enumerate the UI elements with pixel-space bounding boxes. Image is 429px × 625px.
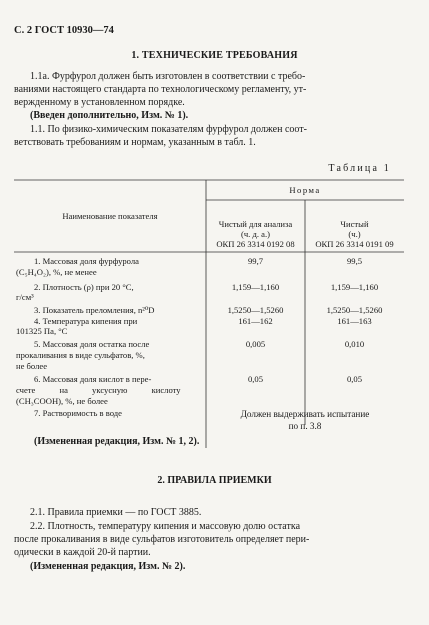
table-header-name: Наименование показателя <box>62 211 158 221</box>
table-row-3-name: 3. Показатель преломления, n²⁰D <box>34 305 155 315</box>
table-row-7-merged-line2: по п. 3.8 <box>288 421 322 431</box>
table-row-1-value-col2: 99,5 <box>346 256 363 266</box>
table-header-col2-line1: Чистый <box>340 219 369 229</box>
table-row-4-value-col1: 161—162 <box>238 316 273 326</box>
table-row-5-name-line2: прокаливания в виде сульфатов, %, <box>16 350 145 360</box>
table-row-5-value-col2: 0,010 <box>344 339 365 349</box>
table-header-norm: Норма <box>289 185 321 195</box>
section-2-title: 2. ПРАВИЛА ПРИЕМКИ <box>157 475 272 486</box>
table-row-2-value-col2: 1,159—1,160 <box>330 282 379 292</box>
paragraph-2-2-line3: одически в каждой 20-й партии. <box>14 547 151 558</box>
paragraph-2-2-line2: после прокаливания в виде сульфатов изготовитель определяет пери- <box>14 534 310 545</box>
table-row-3-value-col2: 1,5250—1,5260 <box>326 305 383 315</box>
paragraph-1-1a-note: (Введен дополнительно, Изм. № 1). <box>30 110 189 121</box>
section-2-change-note: (Измененная редакция, Изм. № 2). <box>30 561 186 572</box>
table-row-7-merged-line1: Должен выдерживать испытание <box>240 409 370 419</box>
table-row-1-value-col1: 99,7 <box>247 256 264 266</box>
table-caption: Таблица 1 <box>328 163 391 174</box>
table-row-1-name-line2: (C₅H₄O₂), %, не менее <box>16 267 97 277</box>
table-row-4-name-line1: 4. Температура кипения при <box>34 316 138 326</box>
table-row-2-value-col1: 1,159—1,160 <box>231 282 280 292</box>
table-row-6-value-col2: 0,05 <box>346 374 363 384</box>
table-row-1-name-line1: 1. Массовая доля фурфурола <box>34 256 139 266</box>
table-row-2-name-line2: г/см³ <box>16 292 34 302</box>
table-row-5-name-line3: не более <box>16 361 48 371</box>
table-header-col1-line1: Чистый для анализа <box>218 219 293 229</box>
table-row-4-value-col2: 161—163 <box>337 316 372 326</box>
table-header-col2-line3: ОКП 26 3314 0191 09 <box>315 239 394 249</box>
table-header-col1-line2: (ч. д. а.) <box>241 229 270 239</box>
table-row-7-name: 7. Растворимость в воде <box>34 408 122 418</box>
table-row-6-name-line1: 6. Массовая доля кислот в пере- <box>34 374 152 384</box>
table-row-3-value-col1: 1,5250—1,5260 <box>227 305 284 315</box>
page-header: С. 2 ГОСТ 10930—74 <box>14 25 114 36</box>
table-row-2-name-line1: 2. Плотность (ρ) при 20 °С, <box>34 282 134 292</box>
paragraph-1-1a-line2: ваниями настоящего стандарта по технологическому регламенту, ут- <box>14 84 307 95</box>
table-header-col2-line2: (ч.) <box>348 229 361 239</box>
paragraph-1-1-line1: 1.1. По физико-химическим показателям фурфурол должен соот- <box>30 124 307 135</box>
paragraph-1-1a-line1: 1.1а. Фурфурол должен быть изготовлен в соответствии с требо- <box>30 71 306 82</box>
section-1-change-note: (Измененная редакция, Изм. № 1, 2). <box>34 436 200 447</box>
table-row-5-value-col1: 0,005 <box>245 339 266 349</box>
table-row-5-name-line1: 5. Массовая доля остатка после <box>34 339 150 349</box>
table-row-4-name-line2: 101325 Па, °С <box>16 326 68 336</box>
paragraph-1-1-line2: ветствовать требованиям и нормам, указанным в табл. 1. <box>14 137 256 148</box>
table-header-col1-line3: ОКП 26 3314 0192 08 <box>216 239 295 249</box>
table-row-6-value-col1: 0,05 <box>247 374 264 384</box>
table-row-6-name-line3: (CH₃COOH), %, не более <box>16 396 108 406</box>
table-row-6-name-line2: счете на уксусную кислоту <box>16 385 181 395</box>
section-1-title: 1. ТЕХНИЧЕСКИЕ ТРЕБОВАНИЯ <box>131 50 298 61</box>
paragraph-2-2-line1: 2.2. Плотность, температуру кипения и массовую долю остатка <box>30 521 301 532</box>
paragraph-2-1: 2.1. Правила приемки — по ГОСТ 3885. <box>30 507 202 518</box>
paragraph-1-1a-line3: вержденному в установленном порядке. <box>14 97 185 108</box>
